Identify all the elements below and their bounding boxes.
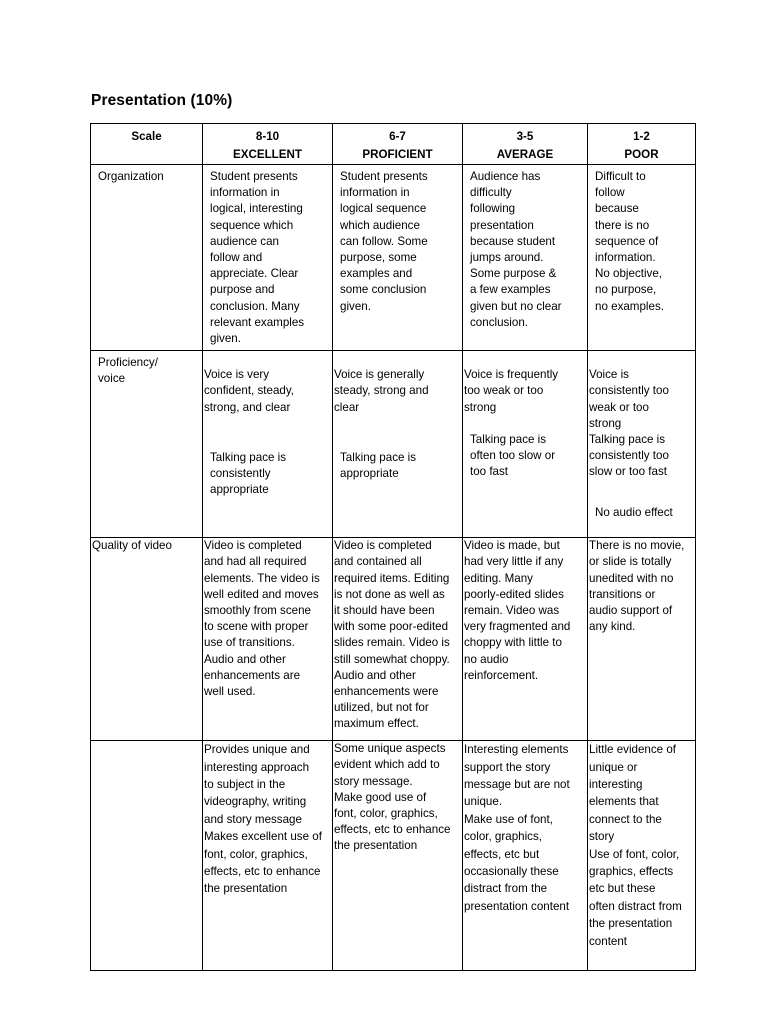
table-row bbox=[91, 538, 696, 741]
rubric-cell bbox=[588, 351, 696, 538]
voice-text: Voice is consistently too weak or too strong Talking pace is consistently too slow or too fast bbox=[589, 368, 669, 479]
section-title: Presentation (10%) bbox=[91, 92, 233, 109]
table-row bbox=[91, 165, 696, 351]
rubric-cell: There is no movie, or slide is totally unedited with no transitions or audio support of any kind. bbox=[588, 538, 696, 741]
criterion-cell: Quality of video bbox=[91, 538, 203, 741]
rubric-cell bbox=[203, 351, 333, 538]
rubric-cell: Little evidence of unique or interesting elements that connect to the story Use of font, color, graphics, effects etc but these often distract from the presentation content bbox=[588, 741, 696, 971]
table-row bbox=[91, 351, 696, 538]
rubric-cell: Difficult to follow because there is no sequence of information. No objective, no purpose, no examples. bbox=[588, 165, 696, 351]
rubric-cell bbox=[333, 351, 463, 538]
header-excellent: 8-10 EXCELLENT bbox=[203, 124, 333, 165]
voice-text: Voice is frequently too weak or too strong bbox=[464, 368, 559, 414]
rubric-cell: Provides unique and interesting approach to subject in the videography, writing and story message Makes excellent use of font, color, graphics, effects, etc to enhance the presentation bbox=[203, 741, 333, 971]
header-poor: 1-2 POOR bbox=[588, 124, 696, 165]
header-average: 3-5 AVERAGE bbox=[463, 124, 588, 165]
criterion-cell: Organization bbox=[91, 165, 203, 351]
table-row bbox=[91, 741, 696, 971]
rubric-table bbox=[90, 123, 696, 971]
pace-text: Talking pace is consistently appropriate bbox=[210, 451, 287, 497]
rubric-cell: Student presents information in logical, interesting sequence which audience can follow and appreciate. Clear purpose and conclusion. Many relevant examples given. bbox=[203, 165, 333, 351]
audio-text: No audio effect bbox=[595, 505, 673, 519]
rubric-cell bbox=[463, 351, 588, 538]
rubric-cell: Video is completed and had all required elements. The video is well edited and moves smoothly from scene to scene with proper use of transitions. Audio and other enhancements are well used. bbox=[203, 538, 333, 741]
rubric-cell: Interesting elements support the story message but are not unique. Make use of font, color, graphics, effects, etc but occasionally these distract from the presentation content bbox=[463, 741, 588, 971]
voice-text: Voice is very confident, steady, strong, and clear bbox=[204, 368, 295, 414]
voice-text: Voice is generally steady, strong and clear bbox=[334, 368, 429, 414]
header-proficient: 6-7 PROFICIENT bbox=[333, 124, 463, 165]
rubric-cell: Some unique aspects evident which add to story message. Make good use of font, color, graphics, effects, etc to enhance the presentation bbox=[333, 741, 463, 971]
rubric-cell: Audience has difficulty following presentation because student jumps around. Some purpose & a few examples given but no clear conclusion. bbox=[463, 165, 588, 351]
pace-text: Talking pace is appropriate bbox=[340, 451, 417, 481]
pace-text: Talking pace is often too slow or too fast bbox=[470, 433, 556, 479]
header-row bbox=[91, 124, 696, 165]
criterion-cell bbox=[91, 741, 203, 971]
rubric-cell: Video is made, but had very little if any editing. Many poorly-edited slides remain. Video was very fragmented and choppy with little to no audio reinforcement. bbox=[463, 538, 588, 741]
rubric-cell: Video is completed and contained all required items. Editing is not done as well as it should have been with some poor-edited slides remain. Video is still somewhat choppy. Audio and other enhancements were utilized, but not for maximum effect. bbox=[333, 538, 463, 741]
rubric-cell: Student presents information in logical sequence which audience can follow. Some purpose, some examples and some conclusion given. bbox=[333, 165, 463, 351]
header-scale: Scale bbox=[91, 124, 203, 165]
criterion-cell: Proficiency/ voice bbox=[91, 351, 203, 538]
